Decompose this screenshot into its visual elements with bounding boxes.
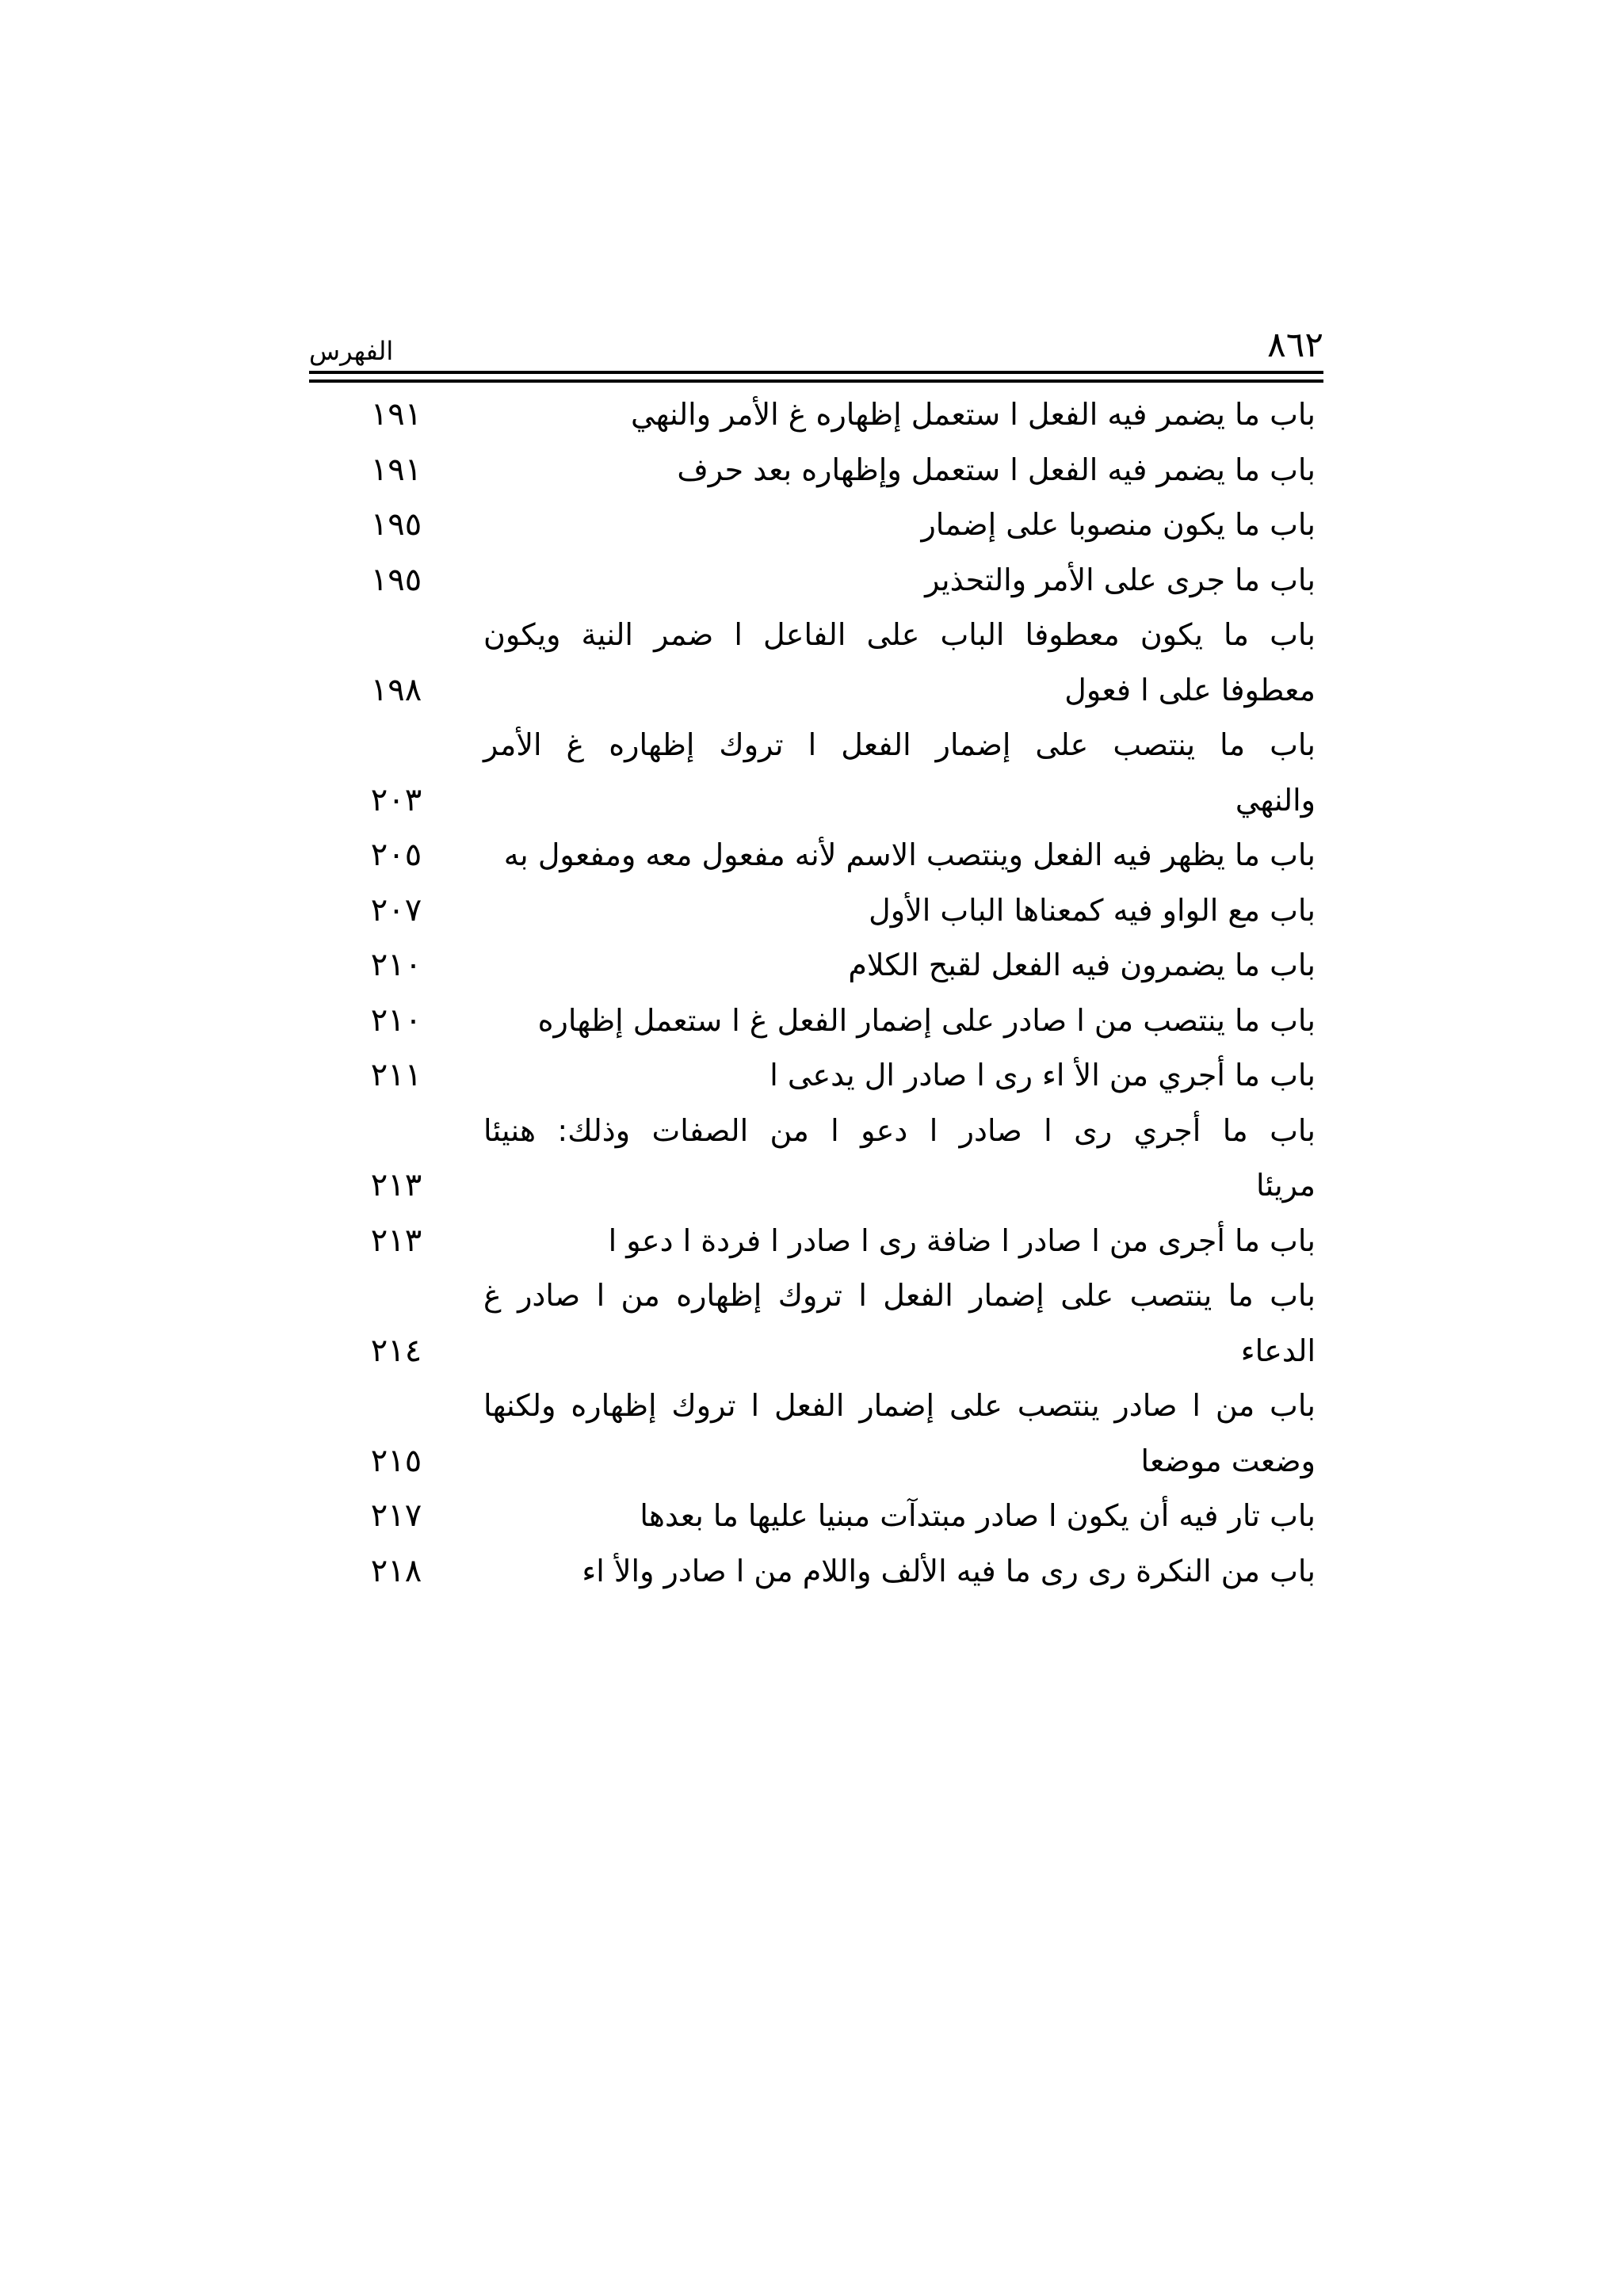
index-entry-line [309, 1376, 1323, 1432]
index-entry-page: ٢١٣ [370, 1222, 422, 1259]
index-entry-line [309, 771, 1323, 826]
index-entry [309, 881, 1323, 936]
index-entry-title: والنهي [1235, 782, 1316, 818]
index-entry [309, 1486, 1323, 1542]
index-entry-page: ٢١٥ [370, 1442, 422, 1479]
header-page-number: ٨٦٢ [1267, 325, 1323, 365]
index-entry-title: باب ما أجري رى ا صادر ا دعو ا من الصفات وذلك: هنيئا [483, 1112, 1316, 1148]
index-entry-title: باب ما يضمرون فيه الفعل لقبح الكلام [848, 948, 1316, 982]
index-entry-title: باب تار فيه أن يكون ا صادر مبتدآت مبنيا عليها ما بعدها [640, 1498, 1316, 1533]
index-entry [309, 826, 1323, 881]
index-entry-page: ٢١٠ [370, 1001, 422, 1039]
index-entry [309, 715, 1323, 826]
index-entry-line [309, 495, 1323, 551]
index-entry [309, 495, 1323, 551]
index-entry-line [309, 1322, 1323, 1377]
index-entry-title: باب ما ينتصب على إضمار الفعل ا تروك إظهاره غ الأمر [483, 727, 1316, 762]
index-entry-line [309, 1542, 1323, 1597]
index-entry-line [309, 1101, 1323, 1157]
index-entry [309, 551, 1323, 606]
index-entry [309, 1046, 1323, 1101]
index-entry-line [309, 1266, 1323, 1322]
index-entry [309, 385, 1323, 441]
index-entry-page: ٢١٧ [370, 1497, 422, 1534]
index-entry [309, 936, 1323, 991]
header-title: الفهرس [309, 336, 394, 366]
index-entry-title: باب ما يضمر فيه الفعل ا ستعمل وإظهاره بعد حرف [677, 452, 1316, 487]
header-rule-top [309, 371, 1323, 374]
index-entry-title: باب ما يضمر فيه الفعل ا ستعمل إظهاره غ الأمر والنهي [630, 397, 1316, 432]
index-entry [309, 441, 1323, 496]
index-entry-page: ١٩٨ [370, 671, 422, 708]
index-entry-title: وضعت موضعا [1140, 1443, 1316, 1478]
index-entry-title: باب ما ينتصب على إضمار الفعل ا تروك إظهاره من ا صادر غ [483, 1278, 1316, 1313]
index-entry-page: ٢١٣ [370, 1167, 422, 1203]
index-entry-title: باب ما ينتصب من ا صادر على إضمار الفعل غ ا ستعمل إظهاره [537, 1002, 1316, 1038]
index-entry-line [309, 936, 1323, 991]
index-entry-title: باب من ا صادر ينتصب على إضمار الفعل ا تروك إظهاره ولكنها [483, 1388, 1316, 1423]
index-entry-title: باب ما أجرى من ا صادر ا ضافة رى ا صادر ا فردة ا دعو ا [608, 1222, 1316, 1258]
index-entry [309, 605, 1323, 715]
index-entry [309, 1101, 1323, 1211]
index-entry-page: ١٩١ [370, 396, 422, 433]
index-entry-page: ٢٠٥ [370, 837, 422, 873]
index-entry-line [309, 551, 1323, 606]
index-entry-title: باب من النكرة رى رى ما فيه الألف واللام من ا صادر والأ اء [582, 1553, 1316, 1589]
index-entry-page: ٢١١ [370, 1057, 422, 1093]
index-entry-page: ٢١٨ [370, 1552, 422, 1589]
index-entry-line [309, 1486, 1323, 1542]
index-entry-page: ٢٠٧ [370, 891, 422, 929]
index-entry-page: ٢١٠ [370, 947, 422, 983]
header-rule-bottom [309, 379, 1323, 383]
index-list [309, 385, 1323, 1596]
index-entry-title: الدعاء [1240, 1333, 1316, 1368]
index-entry-title: باب ما يكون منصوبا على إضمار [921, 507, 1316, 542]
index-entry [309, 1211, 1323, 1267]
index-entry-line [309, 385, 1323, 441]
index-entry-page: ١٩١ [370, 451, 422, 488]
index-entry-line [309, 1432, 1323, 1487]
index-entry-line [309, 1211, 1323, 1267]
index-entry-line [309, 1156, 1323, 1211]
index-entry-line [309, 826, 1323, 881]
index-entry-title: مريئا [1256, 1168, 1316, 1203]
index-entry-line [309, 715, 1323, 771]
index-entry-page: ١٩٥ [370, 561, 422, 598]
index-entry-page: ١٩٥ [370, 506, 422, 543]
index-entry-line [309, 441, 1323, 496]
index-entry-line [309, 605, 1323, 661]
index-entry-line [309, 661, 1323, 716]
page-header [309, 317, 1323, 372]
index-entry-page: ٢٠٣ [370, 781, 422, 818]
index-entry-title: باب ما أجري من الأ اء رى ا صادر ال يدعى ا [769, 1058, 1316, 1093]
index-entry-title: معطوفا على ا فعول [1064, 672, 1316, 707]
index-entry-title: باب مع الواو فيه كمعناها الباب الأول [869, 892, 1316, 928]
index-entry [309, 991, 1323, 1047]
index-entry [309, 1542, 1323, 1597]
index-entry [309, 1266, 1323, 1376]
index-entry-line [309, 991, 1323, 1047]
index-entry [309, 1376, 1323, 1486]
index-entry-title: باب ما يظهر فيه الفعل وينتصب الاسم لأنه مفعول معه ومفعول به [503, 837, 1316, 872]
index-entry-title: باب ما يكون معطوفا الباب على الفاعل ا ضمر النية ويكون [483, 617, 1316, 652]
index-entry-line [309, 1046, 1323, 1101]
index-entry-title: باب ما جرى على الأمر والتحذير [925, 562, 1316, 597]
index-entry-line [309, 881, 1323, 936]
index-entry-page: ٢١٤ [370, 1332, 422, 1369]
